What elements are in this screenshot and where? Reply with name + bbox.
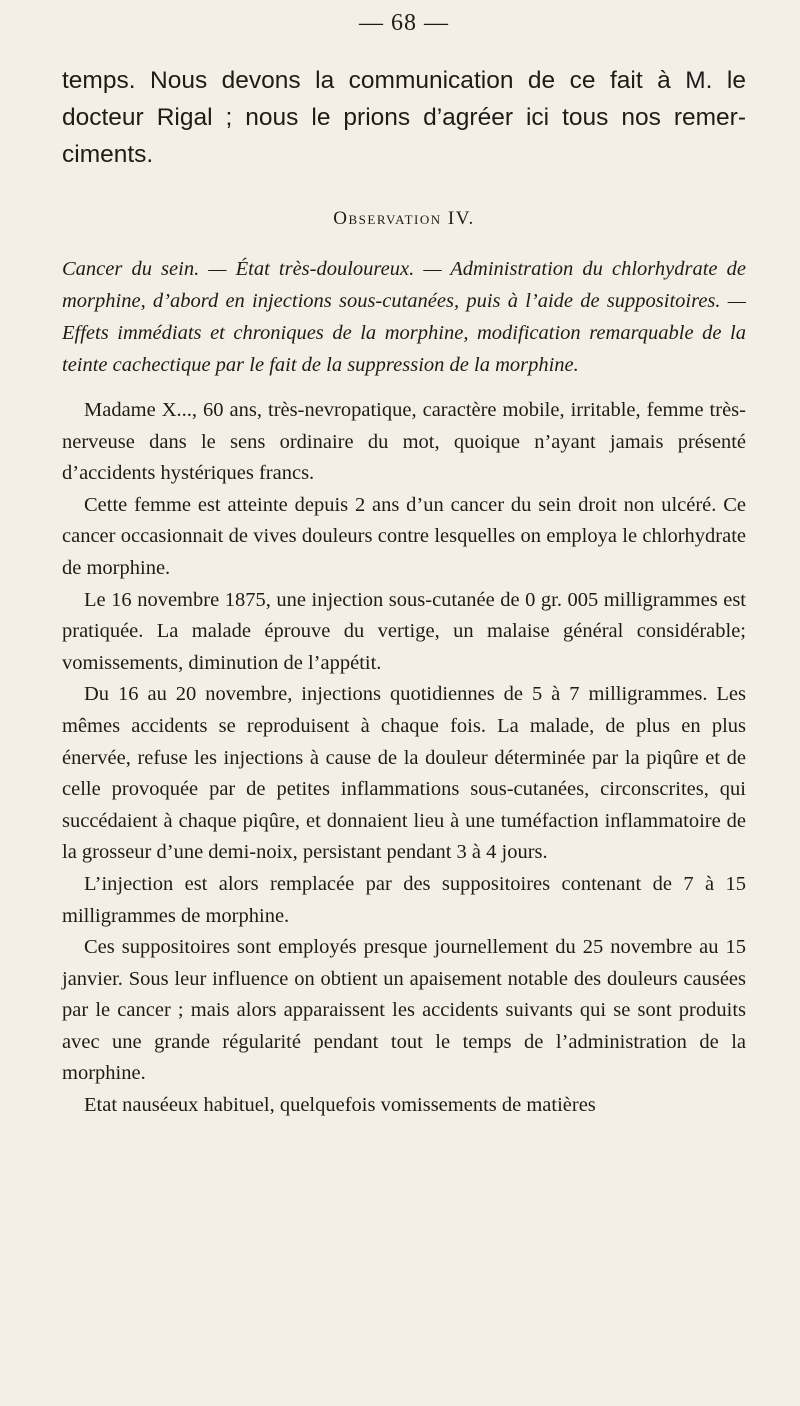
observation-title: Observation IV. xyxy=(333,208,475,229)
page-number: — 68 — xyxy=(359,10,449,36)
body-paragraph-7: Etat nauséeux habituel, quelquefois vomissements de matières xyxy=(84,1094,596,1117)
observation-summary: Cancer du sein. — État très-douloureux. — Administration du chlorhydrate de morphine, d’abord en injections sous-cutanées, puis à l’aide de suppositoires. — Effets immédiats et chroniques de la morphine, modification remarquable de la teinte cachectique par le fait de la suppression de la morphine. xyxy=(62,258,746,376)
observation-body xyxy=(62,395,746,1122)
body-paragraph-4: Du 16 au 20 novembre, injections quotidiennes de 5 à 7 milligrammes. Les mêmes accidents se reproduisent à chaque fois. La malade, de plus en plus énervée, refuse les injections à cause de la douleur déterminée par la piqûre et de celle provoquée par de petites inflammations sous-cutanées, circonscrites, qui succédaient à chaque piqûre, et donnaient lieu à une tuméfaction inflammatoire de la grosseur d’une demi-noix, persistant pendant 3 à 4 jours. xyxy=(62,683,746,864)
body-paragraph-2: Cette femme est atteinte depuis 2 ans d’un cancer du sein droit non ulcéré. Ce cancer occasionnait de vives douleurs contre lesquelles on employa le chlorhydrate de morphine. xyxy=(62,493,746,579)
body-paragraph-3: Le 16 novembre 1875, une injection sous-cutanée de 0 gr. 005 milligrammes est pratiquée. La malade éprouve du vertige, un malaise général considérable; vomissements, diminution de l’appétit. xyxy=(62,588,746,674)
body-paragraph-5: L’injection est alors remplacée par des suppositoires contenant de 7 à 15 milligrammes de morphine. xyxy=(62,872,746,927)
lead-paragraph: temps. Nous devons la communication de ce fait à M. le docteur Rigal ; nous le prions d’agréer ici tous nos remerciments. xyxy=(62,67,746,168)
body-paragraph-1: Madame X..., 60 ans, très-nevropatique, caractère mobile, irritable, femme très-nerveuse dans le sens ordinaire du mot, quoique n’ayant jamais présenté d’accidents hystériques francs. xyxy=(62,399,746,485)
body-paragraph-6: Ces suppositoires sont employés presque journellement du 25 novembre au 15 janvier. Sous leur influence on obtient un apaisement notable des douleurs causées par le cancer ; mais alors apparaissent les accidents suivants qui se sont produits avec une grande régularité pendant tout le temps de l’administration de la morphine. xyxy=(62,936,746,1085)
